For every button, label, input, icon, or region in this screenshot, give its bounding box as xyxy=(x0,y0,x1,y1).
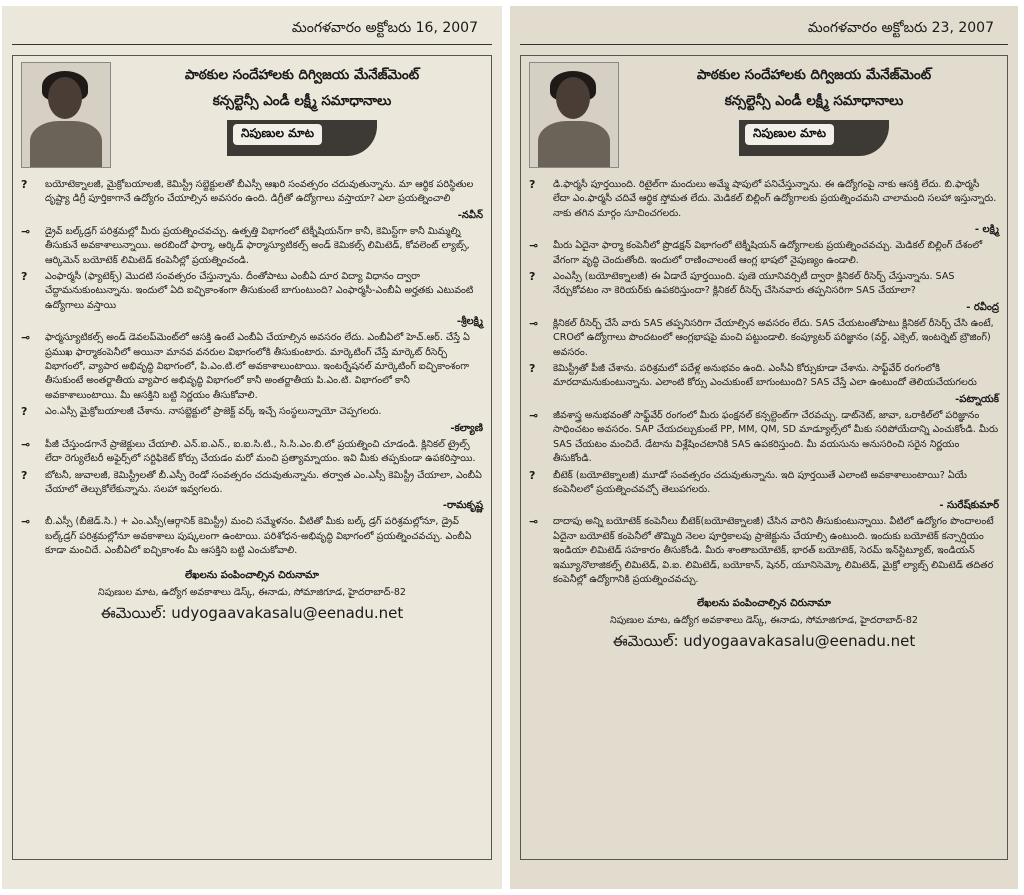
answer-arrow-icon: ⊸ xyxy=(21,515,31,529)
column-box xyxy=(520,55,1008,860)
question-text: ఎంఎస్సీ (బయోటెక్నాలజీ) ఈ ఏడాదే పూర్తయింది. పుణె యూనివర్సిటీ ద్వారా క్లినికల్ రీసెర్చ్ చేస్తున్నాను. SAS నేర్చుకోవటం నా కెరియర్‌కు ఉపకరిస్తుందా? క్లినికల్ రీసెర్చ్ చేసినవారు తప్పనిసరిగా SAS చేయాలా? xyxy=(553,271,955,297)
date-line: మంగళవారం అక్టోబరు 16, 2007 xyxy=(291,20,478,36)
question-item xyxy=(21,270,483,313)
headline-secondary: కన్సల్టెన్సీ ఎండీ లక్ష్మీ సమాధానాలు xyxy=(212,93,392,109)
question-text: ఎంఫార్మసీ (ఫ్యాటెక్స్) మొదటి సంవత్సరం చేస్తున్నాను. దీంతోపాటు ఎంబీఏ దూర విద్యా విధానం ద్వారా చేద్దామనుకుంటున్నాను. ఇందులో ఏది ఐచ్ఛికాంశంగా తీసుకుంటే బాగుంటుంది? ఎంఫార్మసీ-ఎంబీఏ అర్హతకు ఎటువంటి ఉద్యోగాలు వస్తాయి xyxy=(45,271,474,311)
question-mark-icon: ? xyxy=(529,270,536,284)
column-logo-text: నిపుణుల మాట xyxy=(233,124,322,145)
footer-title: లేఖలను పంపించాల్సిన చిరునామా xyxy=(697,598,831,610)
reader-signature: - లక్ష్మి xyxy=(974,224,999,236)
question-item xyxy=(21,405,483,419)
footer-address: నిపుణుల మాట, ఉద్యోగ అవకాశాలు డెస్క్, ఈనాడు, సోమాజిగూడ, హైదరాబాద్-82 xyxy=(98,586,406,598)
columnist-photo xyxy=(21,62,111,168)
headline-block xyxy=(619,62,999,156)
photo-body xyxy=(30,121,102,168)
answer-arrow-icon: ⊸ xyxy=(21,224,31,238)
headline-primary: పాఠకుల సందేహాలకు దిగ్విజయ మేనేజ్‌మెంట్ xyxy=(184,67,420,83)
photo-face xyxy=(556,77,590,119)
rule-divider xyxy=(520,44,1008,45)
column-header xyxy=(529,62,999,174)
photo-face xyxy=(48,77,82,119)
question-mark-icon: ? xyxy=(529,362,536,376)
photo-body xyxy=(538,121,610,168)
reader-signature: - రవీంద్ర xyxy=(966,301,999,313)
question-text: బయోటెక్నాలజీ, మైక్రోబయాలజీ, కెమిస్ట్రీ సబ్జెక్టులతో బీఎస్సీ ఆఖరి సంవత్సరం చదువుతున్నాను. మా ఆర్థిక పరిస్థితుల దృష్ట్యా డిగ్రీ పూర్తికాగానే ఉద్యోగం చేయాల్సిన అవసరం ఉంది. డిగ్రీతో ఉద్యోగాలు వస్తాయా? ఎలా ప్రయత్నించాలి xyxy=(45,179,474,205)
reader-signature: -రామకృష్ణ xyxy=(442,500,483,512)
column-logo-text: నిపుణుల మాట xyxy=(745,124,834,145)
question-item xyxy=(529,178,999,221)
column-logo xyxy=(739,120,889,156)
answer-item xyxy=(529,515,999,587)
qa-section xyxy=(529,178,999,587)
column-logo xyxy=(227,120,377,156)
answer-arrow-icon: ⊸ xyxy=(21,437,31,451)
question-item xyxy=(529,270,999,299)
footer-title: లేఖలను పంపించాల్సిన చిరునామా xyxy=(185,569,319,581)
question-mark-icon: ? xyxy=(529,468,536,482)
newspaper-clipping-oct23 xyxy=(510,6,1018,889)
reader-signature: -శ్రీలక్ష్మి xyxy=(456,316,483,328)
question-text: బీటెక్ (బయోటెక్నాలజీ) మూడో సంవత్సరం చదువుతున్నాను. ఇది పూర్తయితే ఎలాంటి అవకాశాలుంటాయి? ఏయే కంపెనీలలో ప్రయత్నించవచ్చో తెలుపగలరు. xyxy=(553,469,968,495)
question-text: ఎం.ఎస్సీ మైక్రోబయాలజీ చేశాను. నాసబ్జెక్టులో ప్రాజెక్ట్ వర్క్ ఇచ్చే సంస్థలున్నాయో చెప్పగలరు. xyxy=(45,406,382,418)
answer-text: మీరు ఏదైనా ఫార్మా కంపెనీలో ప్రొడక్షన్ విభాగంలో టెక్నీషియన్ ఉద్యోగాలకు ప్రయత్నించవచ్చు. మెడికల్ బిల్లింగ్ దేశంలో వేగంగా వృద్ధి చెందుతోంది. ఇందులో రాణించాలంటే ఆంగ్ల భాషలో నైపుణ్యం ఉండాలి. xyxy=(553,240,983,266)
answer-text: క్లినికల్ రీసెర్చ్ చేసే వారు SAS తప్పనిసరిగా చేయాల్సిన అవసరం లేదు. SAS చేయటంతోపాటు క్లినికల్ రీసెర్చ్ చేసి ఉంటే, CROలో ఉద్యోగాలు పొందటంలో ఆంగ్లభాషపై మంచి పట్టుండాలి. కంప్యూటర్ పరిజ్ఞానం (వర్డ్, ఎక్సెల్, ఇంటర్నెట్ బ్రౌజింగ్) అవసరం. xyxy=(553,317,994,358)
question-text: కెమిస్ట్రీతో పీజీ చేశాను. పరిశ్రమలో పదేళ్ల అనుభవం ఉంది. ఎంసీఏ కోర్సుకూడా చేశాను. సాఫ్ట్‌వేర్ రంగంలోకి మారదామనుకుంటున్నాను. ఎలాంటి కోర్సు ఎంచుకుంటే బాగుంటుంది? SAS చేస్తే ఎలా ఉంటుందో తెలియచేయగలరు xyxy=(553,363,977,389)
question-item xyxy=(21,178,483,207)
question-item xyxy=(529,362,999,391)
reader-signature: -పట్నాయక్ xyxy=(955,393,999,405)
answer-arrow-icon: ⊸ xyxy=(529,239,539,253)
footer-address: నిపుణుల మాట, ఉద్యోగ అవకాశాలు డెస్క్, ఈనాడు, సోమాజిగూడ, హైదరాబాద్-82 xyxy=(610,615,918,627)
footer-email: ఈమెయిల్: udyogaavakasalu@eenadu.net xyxy=(612,632,916,651)
answer-item xyxy=(21,515,483,558)
answer-text: ఫార్మస్యూటికల్స్ అండ్ డెవలప్‌మెంట్‌లో ఆసక్తి ఉంటే ఎంబీఏ చేయాల్సిన అవసరం లేదు. ఎంబీఏలో హెచ్.ఆర్. చేస్తే ఏ ప్రముఖ ఫార్మాకంపెనీలో అయినా మానవ వనరుల విభాగంలోకి తీసుకుంటారు. మార్కెటింగ్ చేస్తే మార్కెట్ రీసెర్చ్ విభాగంలో, వ్యాపార అభివృద్ధి విభాగంలో, పి.ఎం.టి.లో అవకాశాలుంటాయి. ఇంటర్నేషనల్ మార్కెటింగ్ ఐచ్ఛికాంశంగా తీసుకుంటే అంతర్జాతీయ వ్యాపార అభివృద్ధి విభాగంలో కానీ అంతర్జాతీయ పి.ఎం.టి. విభాగంలో కానీ అవకాశాలుంటాయి. మీ ఆసక్తిని బట్టి నిర్ణయం తీసుకోవాలి. xyxy=(45,332,470,401)
answer-arrow-icon: ⊸ xyxy=(21,331,31,345)
rule-divider xyxy=(12,44,492,45)
headline-secondary: కన్సల్టెన్సీ ఎండీ లక్ష్మీ సమాధానాలు xyxy=(724,93,904,109)
reader-signature: -నవీన్ xyxy=(457,209,483,221)
reader-signature: -కల్యాణి xyxy=(450,422,483,434)
answer-text: జీవశాస్త్ర అనుభవంతో సాఫ్ట్‌వేర్ రంగంలో మీరు ఫంక్షనల్ కన్సల్టెంట్‌గా చేరవచ్చు. డాట్‌నెట్, జావా, ఒరాకిల్‌లో పరిజ్ఞానం సాధించటం అవసరం. SAP చేయదల్చుకుంటే PP, MM, QM, SD మాడ్యూల్స్‌లో మీకు సరిపోయేదాన్ని ఎంచుకోండి. మీరు SAS చేయటం మంచిదే. డేటాను విశ్లేషించటానికి SAS ఉపకరిస్తుంది. మీ వయసును అనుసరించి సరైన నిర్ణయం తీసుకోండి. xyxy=(553,409,999,465)
question-text: డి.ఫార్మసీ పూర్తయింది. రిటైల్‌గా మందులు అమ్మే షాపులో పనిచేస్తున్నాను. ఈ ఉద్యోగంపై నాకు ఆసక్తి లేదు. బి.ఫార్మసీ లేదా ఎం.ఫార్మసీ చదివే ఆర్థిక స్తోమత లేదు. మెడికల్ బిల్లింగ్ ఉద్యోగాలకు ప్రయత్నించమని చాలామంది సలహా ఇస్తున్నారు. నాకు తగిన మార్గం సూచించగలరు. xyxy=(553,179,997,219)
answer-item xyxy=(529,409,999,467)
question-text: బోటనీ, జువాలజీ, కెమిస్ట్రీలతో బీ.ఎస్సీ రెండో సంవత్సరం చదువుతున్నాను. తర్వాత ఎం.ఎస్సీ కెమిస్ట్రీ చేయాలా, ఎంబీఏ చేయాలో తెల్చుకోలేకున్నాను. సలహా ఇవ్వగలరు. xyxy=(45,469,482,495)
answer-arrow-icon: ⊸ xyxy=(529,515,539,529)
answer-item xyxy=(21,438,483,467)
qa-section xyxy=(21,178,483,559)
date-line: మంగళవారం అక్టోబరు 23, 2007 xyxy=(807,20,994,36)
answer-text: దాదాపు అన్ని బయోటెక్ కంపెనీలు బీటెక్(బయోటెక్నాలజీ) చేసిన వారిని తీసుకుంటున్నాయి. వీటిలో ఉద్యోగం పొందాలంటే ఏదైనా బయోటెక్ కంపెనీలో తొమ్మిది నెలల పూర్తికాలపు ప్రాజెక్టును చేయాల్సి ఉంటుంది. ఇందుకు బయోటెక్ కన్సార్షియం ఇండియా లిమిటెడ్ సహకారం తీసుకోండి. మీరు శాంతాబయోటెక్, భారత్ బయోటెక్, సెరమ్ ఇన్‌స్టిట్యూట్, ఇండియన్ ఇమ్యూనొలాజికల్స్ లిమిటెడ్, వి.ఐ. లిమిటెడ్, బయోకాన్, షెనర్, యూనిసెమ్కో లిమిటెడ్, మైక్రో ల్యాబ్స్ లిమిటెడ్ తదితర కంపెనీల్లో ఉద్యోగానికి ప్రయత్నించవచ్చు. xyxy=(553,516,994,585)
question-mark-icon: ? xyxy=(529,178,536,191)
address-footer xyxy=(529,597,999,654)
footer-email: ఈమెయిల్: udyogaavakasalu@eenadu.net xyxy=(100,603,404,622)
answer-text: డ్రైవ్ బల్క్‌డ్రగ్ పరిశ్రమల్లో మీరు ప్రయత్నించవచ్చు. ఉత్పత్తి విభాగంలో టెక్నీషియన్‌గా కానీ, కెమిస్ట్‌గా కానీ మిమ్మల్ని తీసుకునే అవకాశాలున్నాయి. అరబిందో ఫార్మా, ఆర్కిడ్ ఫార్మాస్యూటికల్స్ అండ్ కెమికల్స్ లిమిటెడ్, కోవలెంట్ ల్యాబ్స్, ఆర్కిమెన్ బయోటెక్ లిమిటెడ్ కంపెనీల్లో ప్రయత్నించండి. xyxy=(45,225,470,266)
answer-item xyxy=(21,225,483,268)
headline-block xyxy=(111,62,483,156)
answer-item xyxy=(529,317,999,360)
answer-arrow-icon: ⊸ xyxy=(529,316,539,330)
question-mark-icon: ? xyxy=(21,468,28,482)
answer-text: పీజీ చేస్తుండగానే ప్రాజెక్టులు చేయాలి. ఎన్.ఐ.ఎన్., ఐ.ఐ.సి.టి., సి.సి.ఎం.బి.లో ప్రయత్నించి చూడండి. క్లినికల్ ట్రైల్స్ లేదా రెగ్యులేటరీ అఫైర్స్‌లో సర్టిఫికెట్ కోర్సు చేయడం మరో మంచి ప్రత్యామ్నాయం. ఇవి మీకు తప్పకుండా ఉపకరిస్తాయి. xyxy=(45,438,476,465)
question-mark-icon: ? xyxy=(21,270,28,284)
answer-item xyxy=(21,331,483,403)
answer-text: బీ.ఎస్సీ (బీజెడ్.సి.) + ఎం.ఎస్సీ(ఆర్గానిక్ కెమిస్ట్రీ) మంచి సమ్మేళనం. వీటితో మీకు బల్క్ డ్రగ్ పరిశ్రమల్లోనూ, డ్రైవ్ బల్క్‌డ్రగ్ పరిశ్రమల్లోనూ అవకాశాలు పుష్కలంగా ఉంటాయి. పరిశోధన-అభివృద్ధి విభాగంలో ప్రయత్నించవచ్చు. ఎంబీఏ కూడా మంచిదే. ఎంబీఏలో ఐచ్ఛికాంశం మీ ఆసక్తిని బట్టి ఎంచుకోవాలి. xyxy=(45,516,472,557)
column-header xyxy=(21,62,483,174)
columnist-photo xyxy=(529,62,619,168)
headline-primary: పాఠకుల సందేహాలకు దిగ్విజయ మేనేజ్‌మెంట్ xyxy=(696,67,932,83)
column-box xyxy=(12,55,492,860)
newspaper-clipping-oct16 xyxy=(2,6,502,889)
question-mark-icon: ? xyxy=(21,178,28,191)
question-item xyxy=(21,469,483,498)
address-footer xyxy=(21,569,483,626)
question-item xyxy=(529,469,999,498)
answer-item xyxy=(529,239,999,268)
answer-arrow-icon: ⊸ xyxy=(529,408,539,422)
question-mark-icon: ? xyxy=(21,405,28,419)
reader-signature: - సురేష్‌కుమార్ xyxy=(939,500,999,512)
